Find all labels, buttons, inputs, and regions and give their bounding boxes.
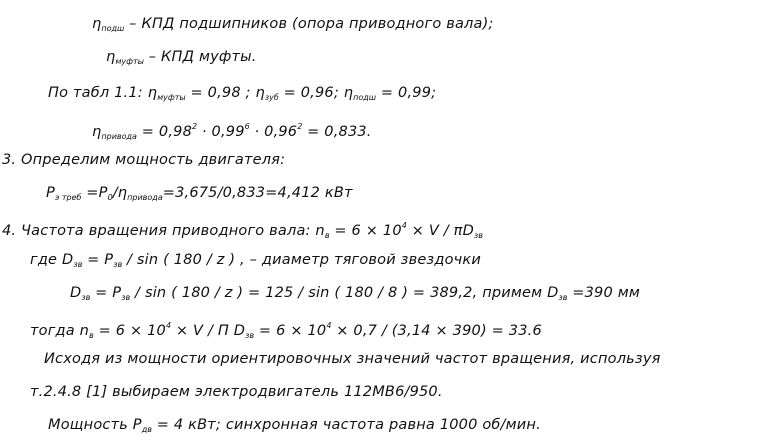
text-segment: × V / πD (406, 223, 474, 239)
superscript: 4 (401, 221, 407, 230)
text-segment: 4. Частота вращения приводного вала: n (2, 223, 325, 239)
text-segment: – КПД подшипников (опора приводного вала); (124, 16, 494, 32)
text-segment: /η (112, 185, 128, 201)
text-line-motor-selection-intro: Исходя из мощности ориентировочных значений частот вращения, используя (44, 351, 661, 367)
subscript: муфты (157, 93, 186, 102)
superscript: 4 (165, 321, 172, 330)
text-line-required-power (46, 183, 353, 203)
text-segment: где D (30, 252, 74, 268)
subscript: зв (245, 331, 255, 340)
text-line-section-3-heading: 3. Определим мощность двигателя: (2, 152, 286, 168)
text-segment: =3,675/0,833=4,412 кВт (162, 185, 353, 201)
text-line-sprocket-diameter-calc (70, 283, 640, 303)
text-line-bearing-efficiency (92, 14, 494, 34)
text-segment: = P (90, 285, 122, 301)
text-segment: =390 мм (567, 285, 640, 301)
text-segment: / sin ( 180 / z ) , – диаметр тяговой звездочки (122, 252, 481, 268)
subscript: зв (73, 260, 83, 269)
subscript: подш (353, 93, 377, 102)
text-line-coupling-efficiency (106, 47, 257, 67)
text-line-motor-power (48, 415, 541, 435)
text-segment: η (106, 49, 116, 65)
superscript: 2 (297, 122, 303, 131)
subscript: 0 (107, 193, 113, 202)
text-segment: × 0,7 / (3,14 × 390) = 33.6 (331, 323, 542, 339)
subscript: в (89, 331, 94, 340)
text-segment: · 0,96 (249, 124, 298, 140)
text-segment: η (92, 124, 102, 140)
subscript: привода (101, 132, 137, 141)
text-segment: тогда n (30, 323, 90, 339)
text-segment: – КПД муфты. (143, 49, 257, 65)
text-segment: × V / П D (171, 323, 246, 339)
text-segment: / sin ( 180 / z ) = 125 / sin ( 180 / 8 ) = 389,2, примем D (130, 285, 559, 301)
text-segment: = 0,98 ; η (185, 85, 265, 101)
text-segment: = P (82, 252, 114, 268)
text-segment: = 0,99; (376, 85, 437, 101)
text-line-drive-efficiency (92, 117, 372, 141)
text-segment: = 0,833. (302, 124, 372, 140)
superscript: 2 (192, 122, 198, 131)
text-line-shaft-speed-calc (30, 316, 542, 340)
subscript: зв (473, 231, 483, 240)
text-segment: = 0,96; η (278, 85, 354, 101)
text-segment: =P (81, 185, 108, 201)
subscript: зв (558, 293, 568, 302)
subscript: муфты (115, 57, 144, 66)
subscript: привода (127, 193, 163, 202)
superscript: 4 (326, 321, 332, 330)
text-segment: = 6 × 10 (329, 223, 402, 239)
text-segment: η (92, 16, 102, 32)
subscript: зв (81, 293, 91, 302)
text-segment: = 6 × 10 (254, 323, 327, 339)
subscript: в (324, 231, 330, 240)
text-segment: D (70, 285, 82, 301)
text-segment: По табл 1.1: η (48, 85, 158, 101)
subscript: подш (101, 24, 125, 33)
text-segment: = 6 × 10 (93, 323, 166, 339)
text-line-sprocket-diameter-definition (30, 250, 481, 270)
subscript: зв (113, 260, 123, 269)
text-segment: = 4 кВт; синхронная частота равна 1000 об/мин. (151, 417, 541, 433)
text-line-motor-selection: т.2.4.8 [1] выбираем электродвигатель 112МВ6/950. (30, 384, 443, 400)
text-line-table-values (48, 83, 436, 103)
text-segment: P (46, 185, 55, 201)
text-segment: · 0,99 (197, 124, 245, 140)
subscript: зуб (264, 93, 279, 102)
text-segment: = 0,98 (136, 124, 193, 140)
text-segment: Мощность P (48, 417, 142, 433)
superscript: 6 (244, 122, 250, 131)
subscript: э треб (54, 193, 82, 202)
subscript: дв (141, 425, 152, 434)
subscript: зв (121, 293, 131, 302)
text-line-section-4-heading (2, 216, 483, 240)
